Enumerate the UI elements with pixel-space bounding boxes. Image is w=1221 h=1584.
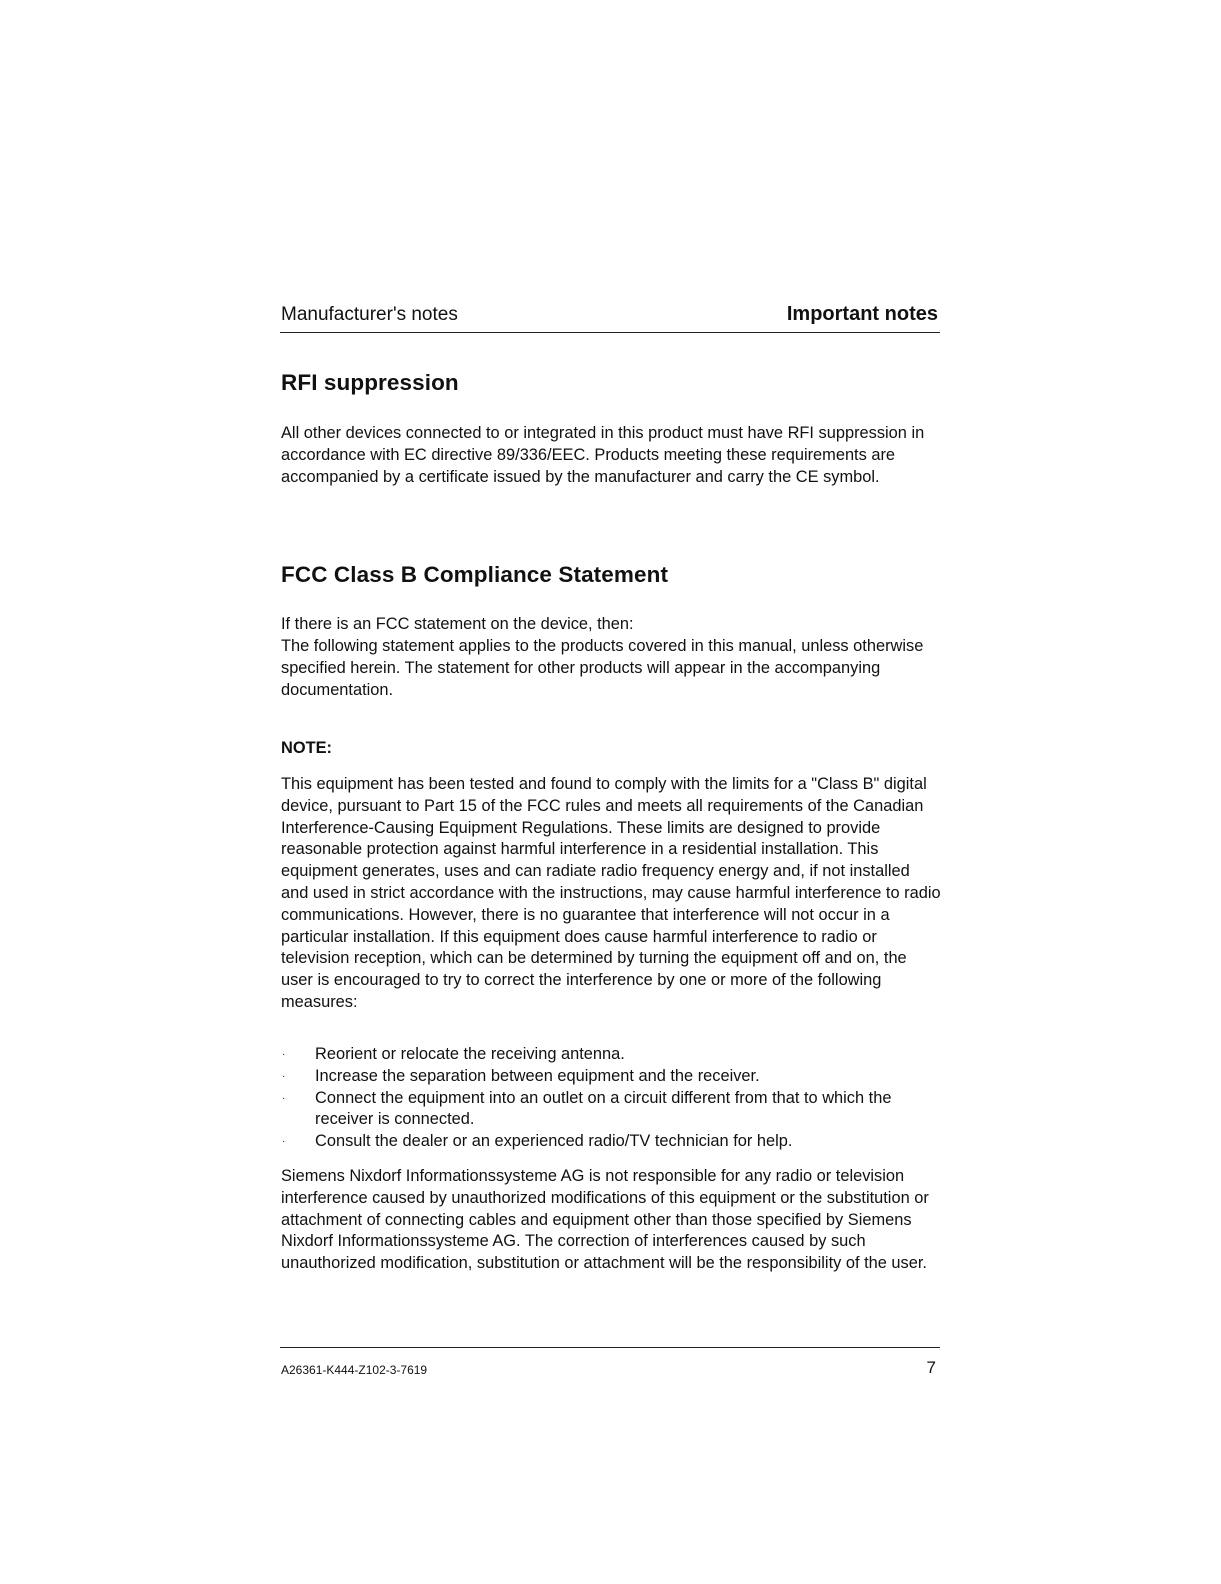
closing-paragraph: Siemens Nixdorf Informationssysteme AG is not responsible for any radio or television interference caused by unauthorized modifications of this equipment or the substitution or attachment of connecting cables and equipment other than those specified by Siemens Nixdorf Informationssysteme AG. The correction of interferences caused by such unauthorized modification, substitution or attachment will be the responsibility of the user. — [281, 1167, 929, 1273]
measures-list — [281, 1044, 941, 1153]
measure-text: Connect the equipment into an outlet on a circuit different from that to which the receiver is connected. — [315, 1088, 892, 1129]
note-label: NOTE: — [281, 739, 332, 757]
bullet-icon: · — [282, 1092, 286, 1104]
note-paragraph: This equipment has been tested and found to comply with the limits for a "Class B" digital device, pursuant to Part 15 of the FCC rules and meets all requirements of the Canadian Interference-Causing Equipment Regulations. These limits are designed to provide reasonable protection against harmful interference in a residential installation. This equipment generates, uses and can radiate radio frequency energy and, if not installed and used in strict accordance with the instructions, may cause harmful interference to radio communications. However, there is no guarantee that interference will not occur in a particular installation. If this equipment does cause harmful interference to radio or television reception, which can be determined by turning the equipment off and on, the user is encouraged to try to correct the interference by one or more of the following measures: — [281, 775, 941, 1011]
list-item — [281, 1066, 941, 1088]
measure-text: Increase the separation between equipment and the receiver. — [315, 1066, 760, 1085]
fcc-intro-condition: If there is an FCC statement on the device, then: — [281, 615, 634, 633]
list-item — [281, 1044, 941, 1066]
page-number: 7 — [926, 1358, 936, 1377]
header-section-name: Manufacturer's notes — [281, 304, 458, 325]
list-item — [281, 1088, 941, 1132]
page-footer — [280, 1347, 940, 1380]
measure-text: Consult the dealer or an experienced radio/TV technician for help. — [315, 1132, 793, 1151]
list-item — [281, 1131, 941, 1153]
measure-text: Reorient or relocate the receiving antenna. — [315, 1045, 625, 1063]
bullet-icon: · — [282, 1049, 286, 1060]
fcc-section-title: FCC Class B Compliance Statement — [281, 562, 669, 587]
rfi-paragraph: All other devices connected to or integrated in this product must have RFI suppression in accordance with EC directive 89/336/EEC. Products meeting these requirements are accompanied by a certificate issued by the manufacturer and carry the CE symbol. — [281, 424, 925, 486]
rfi-section-title: RFI suppression — [281, 370, 459, 395]
page-header — [280, 302, 940, 333]
header-chapter-title: Important notes — [786, 303, 938, 325]
bullet-icon: · — [282, 1136, 286, 1148]
document-number: A26361-K444-Z102-3-7619 — [281, 1363, 428, 1377]
fcc-intro-paragraph: The following statement applies to the products covered in this manual, unless otherwise specified herein. The statement for other products will appear in the accompanying documentation. — [281, 637, 924, 699]
bullet-icon: · — [282, 1070, 286, 1082]
